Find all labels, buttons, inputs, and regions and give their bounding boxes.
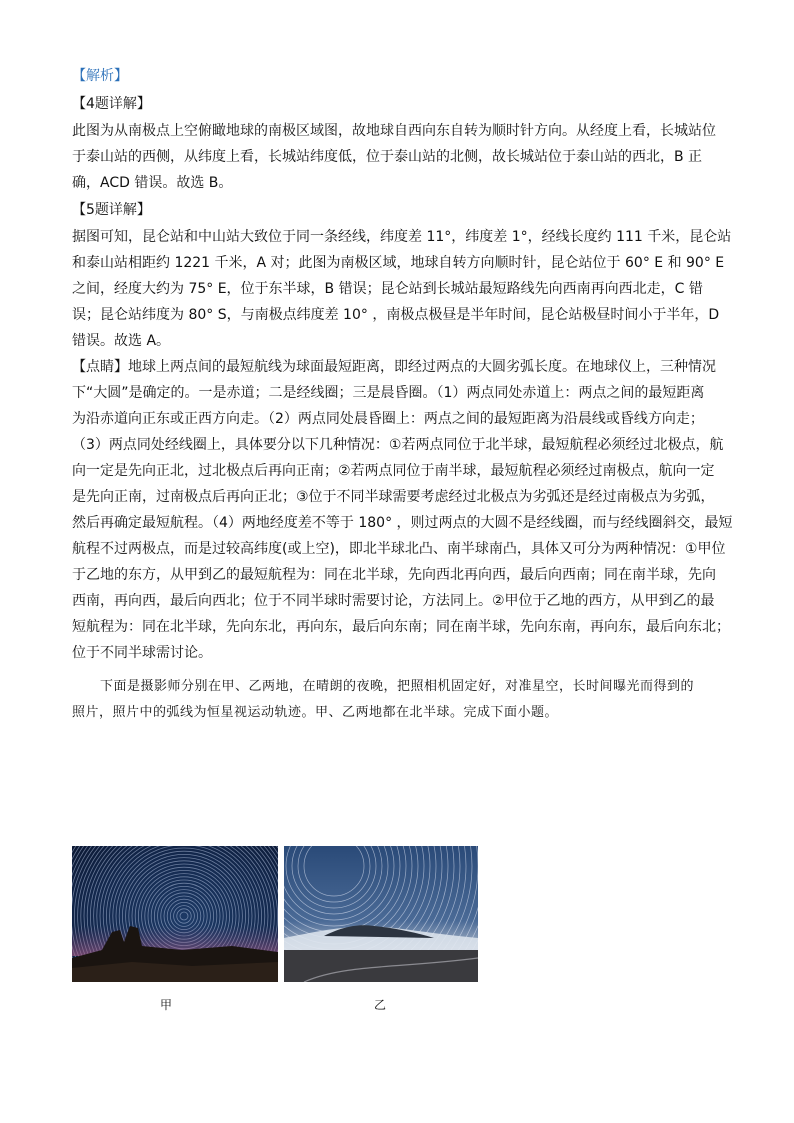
text-line: 此图为从南极点上空俯瞰地球的南极区域图，故地球自西向东自转为顺时针方向。从经度上看，长城站位 — [72, 123, 716, 139]
text-line: 【点睛】地球上两点间的最短航线为球面最短距离，即经过两点的大圆劣弧长度。在地球仪上，三种情况 — [72, 359, 716, 375]
text-line: 然后再确定最短航程。（4）两地经度差不等于 180° ，则过两点的大圆不是经线圈，而与经线圈斜交，最短 — [72, 515, 733, 531]
text-line: 下面是摄影师分别在甲、乙两地，在晴朗的夜晚，把照相机固定好，对准星空，长时间曝光而得到的 — [100, 679, 695, 694]
text-line: 西南，再向西，最后向西北；位于不同半球时需要讨论，方法同上。②甲位于乙地的西方，从甲到乙的最 — [72, 593, 715, 609]
star-trails-yi-image — [284, 846, 478, 982]
text-line: 误；昆仑站纬度为 80° S，与南极点纬度差 10° ，南极点极昼是半年时间，昆仑站极昼时间小于半年，D — [72, 307, 720, 323]
star-trail-photos — [72, 846, 480, 986]
text-line: 据图可知，昆仑站和中山站大致位于同一条经线，纬度差 11°，纬度差 1°，经线长度约 111 千米，昆仑站 — [72, 229, 732, 245]
text-line: 航程不过两极点，而是过较高纬度(或上空)，即北半球北凸、南半球南凸，具体又可分为两种情况：①甲位 — [72, 541, 726, 557]
photo-label-jia: 甲 — [160, 998, 173, 1012]
text-line: 下“大圆”是确定的。一是赤道；二是经线圈；三是晨昏圈。（1）两点同处赤道上：两点之间的最短距离 — [72, 385, 705, 401]
q4-explanation — [72, 118, 732, 196]
text-line: 确，ACD 错误。故选 B。 — [72, 175, 233, 191]
analysis-heading: 【解析】 — [72, 68, 128, 84]
photo-jia — [72, 846, 278, 982]
q5-heading: 【5题详解】 — [72, 202, 151, 218]
photo-label-yi: 乙 — [374, 998, 387, 1012]
text-line: 向一定是先向正北，过北极点后再向正南；②若两点同位于南半球，最短航程必须经过南极点，航向一定 — [72, 463, 715, 479]
question-intro — [72, 674, 732, 726]
tip-section — [72, 354, 732, 666]
text-line: 于泰山站的西侧，从纬度上看，长城站纬度低，位于泰山站的北侧，故长城站位于泰山站的西北，B 正 — [72, 149, 703, 165]
text-line: 和泰山站相距约 1221 千米，A 对；此图为南极区域，地球自转方向顺时针，昆仑站位于 60° E 和 90° E — [72, 255, 725, 271]
text-line: 错误。故选 A。 — [72, 333, 171, 349]
text-line: 照片，照片中的弧线为恒星视运动轨迹。甲、乙两地都在北半球。完成下面小题。 — [72, 705, 559, 720]
q4-heading: 【4题详解】 — [72, 96, 151, 112]
text-line: 是先向正南，过南极点后再向正北；③位于不同半球需要考虑经过北极点为劣弧还是经过南极点为劣弧， — [72, 489, 715, 505]
text-line: （3）两点同处经线圈上，具体要分以下几种情况：①若两点同位于北半球，最短航程必须经过北极点，航 — [72, 437, 724, 453]
text-line: 为沿赤道向正东或正西方向走。（2）两点同处晨昏圈上：两点之间的最短距离为沿晨线或昏线方向走； — [72, 411, 704, 427]
document-body — [72, 62, 732, 739]
text-line: 短航程为：同在北半球，先向东北，再向东，最后向东南；同在南半球，先向东南，再向东，最后向东北； — [72, 619, 730, 635]
tip-heading: 【点睛】 — [72, 359, 128, 375]
photo-yi — [284, 846, 478, 982]
text-line: 于乙地的东方，从甲到乙的最短航程为：同在北半球，先向西北再向西，最后向西南；同在南半球，先向 — [72, 567, 716, 583]
text-line: 之间，经度大约为 75° E，位于东半球，B 错误；昆仑站到长城站最短路线先向西南再向西北走，C 错 — [72, 281, 703, 297]
q5-explanation — [72, 224, 732, 354]
star-trails-jia-image — [72, 846, 278, 982]
text-line: 位于不同半球需讨论。 — [72, 645, 212, 661]
